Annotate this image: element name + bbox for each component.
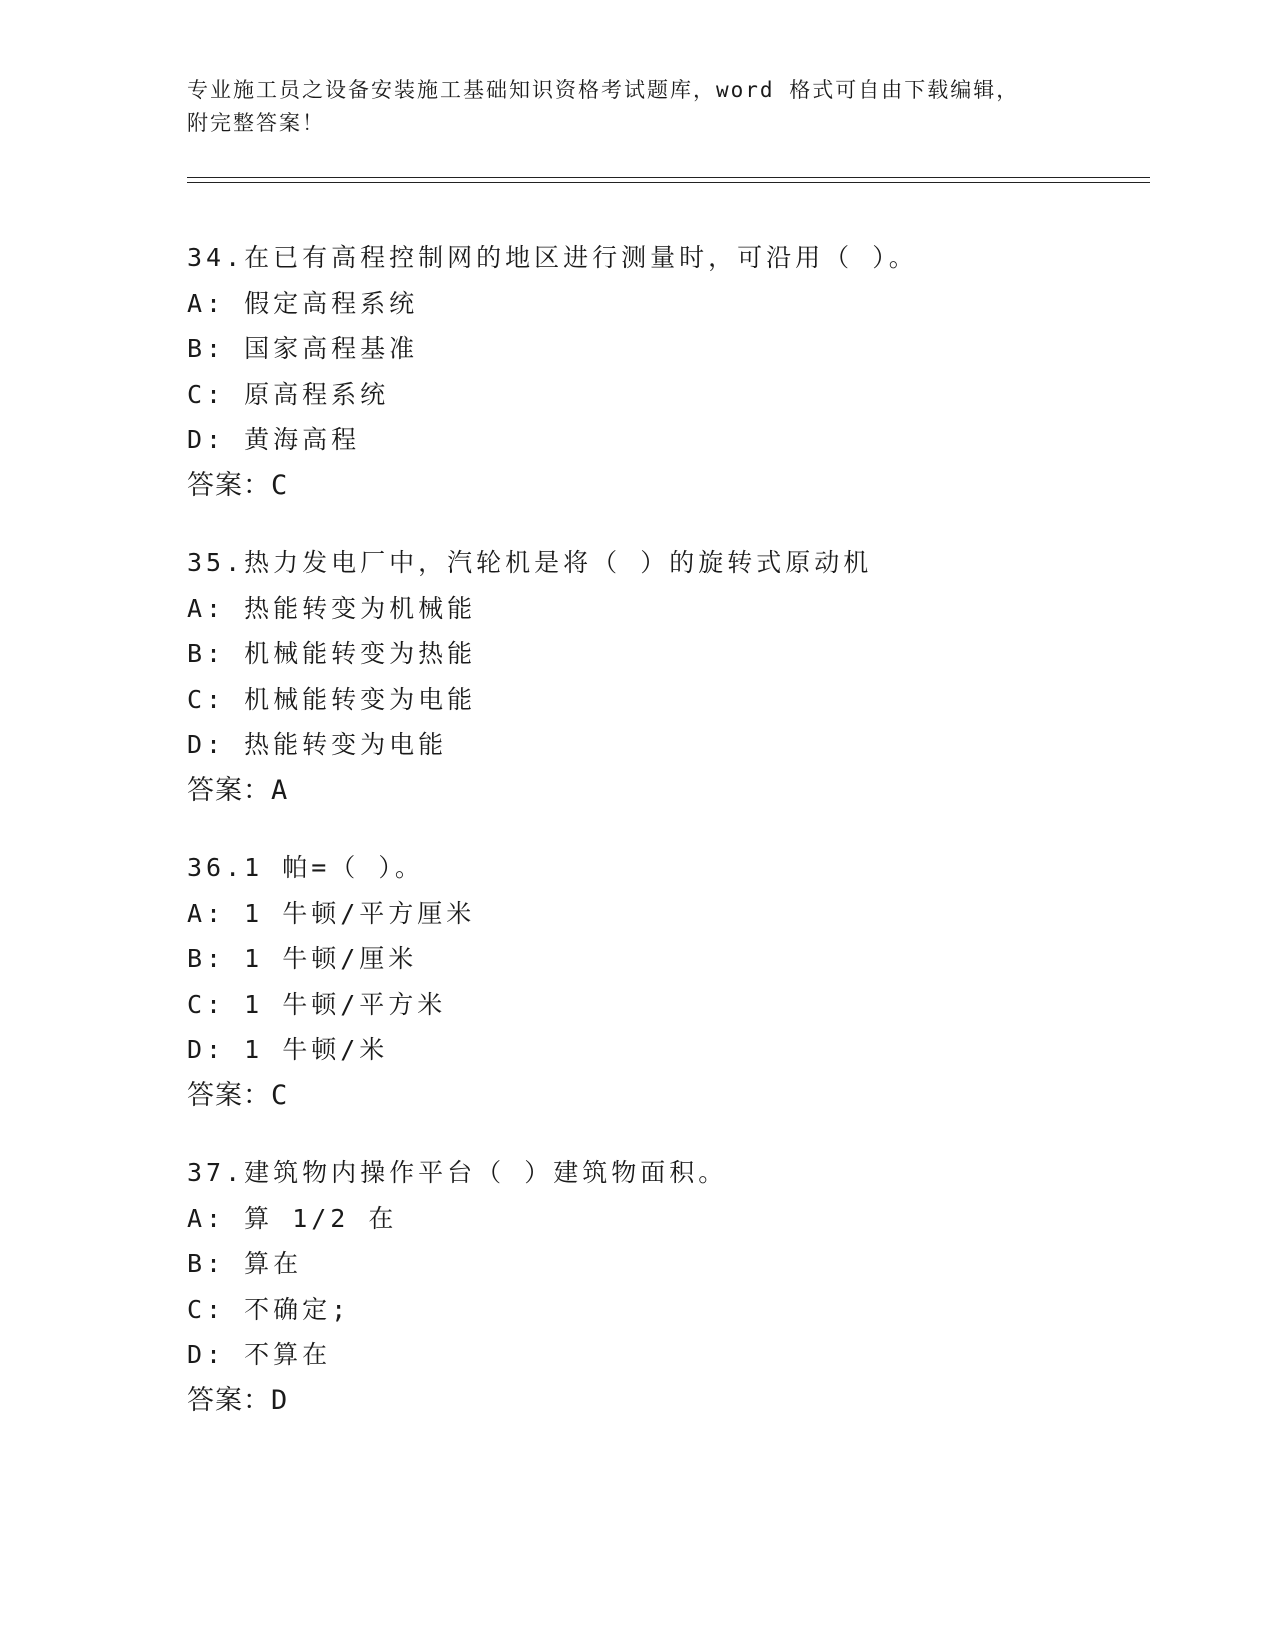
option-c: C: 机械能转变为电能 <box>187 684 477 714</box>
option-d: D: 不算在 <box>187 1340 332 1369</box>
answer: 答案：C <box>187 469 289 501</box>
header-line-2: 附完整答案！ <box>187 111 325 135</box>
question-stem: 36.1 帕=（ ）。 <box>187 853 424 882</box>
question-34 <box>187 235 1147 508</box>
option-b: B: 机械能转变为热能 <box>187 639 477 668</box>
question-stem: 35.热力发电厂中，汽轮机是将（ ）的旋转式原动机 <box>187 548 873 577</box>
document-header <box>187 74 1087 140</box>
option-d: D: 1 牛顿/米 <box>187 1035 389 1064</box>
option-a: A: 假定高程系统 <box>187 288 419 318</box>
question-36 <box>187 845 1147 1118</box>
option-c: C: 原高程系统 <box>187 379 390 409</box>
answer: 答案：A <box>187 774 289 806</box>
question-stem: 37.建筑物内操作平台（ ）建筑物面积。 <box>187 1158 728 1187</box>
option-c: C: 不确定; <box>187 1294 351 1324</box>
header-divider-top <box>187 177 1150 178</box>
answer: 答案：D <box>187 1384 289 1416</box>
option-d: D: 热能转变为电能 <box>187 730 448 759</box>
option-b: B: 1 牛顿/厘米 <box>187 944 418 973</box>
option-b: B: 国家高程基准 <box>187 334 419 363</box>
option-a: A: 算 1/2 在 <box>187 1203 398 1233</box>
option-b: B: 算在 <box>187 1249 303 1278</box>
option-a: A: 热能转变为机械能 <box>187 593 477 623</box>
option-a: A: 1 牛顿/平方厘米 <box>187 898 476 928</box>
header-divider-bottom <box>187 182 1150 183</box>
header-line-1: 专业施工员之设备安装施工基础知识资格考试题库，word 格式可自由下载编辑， <box>187 78 1020 102</box>
question-stem: 34.在已有高程控制网的地区进行测量时，可沿用（ ）。 <box>187 243 918 272</box>
question-list <box>187 235 1147 1455</box>
question-35 <box>187 540 1147 813</box>
option-c: C: 1 牛顿/平方米 <box>187 989 447 1019</box>
option-d: D: 黄海高程 <box>187 425 361 454</box>
answer: 答案：C <box>187 1079 289 1111</box>
question-37 <box>187 1150 1147 1423</box>
